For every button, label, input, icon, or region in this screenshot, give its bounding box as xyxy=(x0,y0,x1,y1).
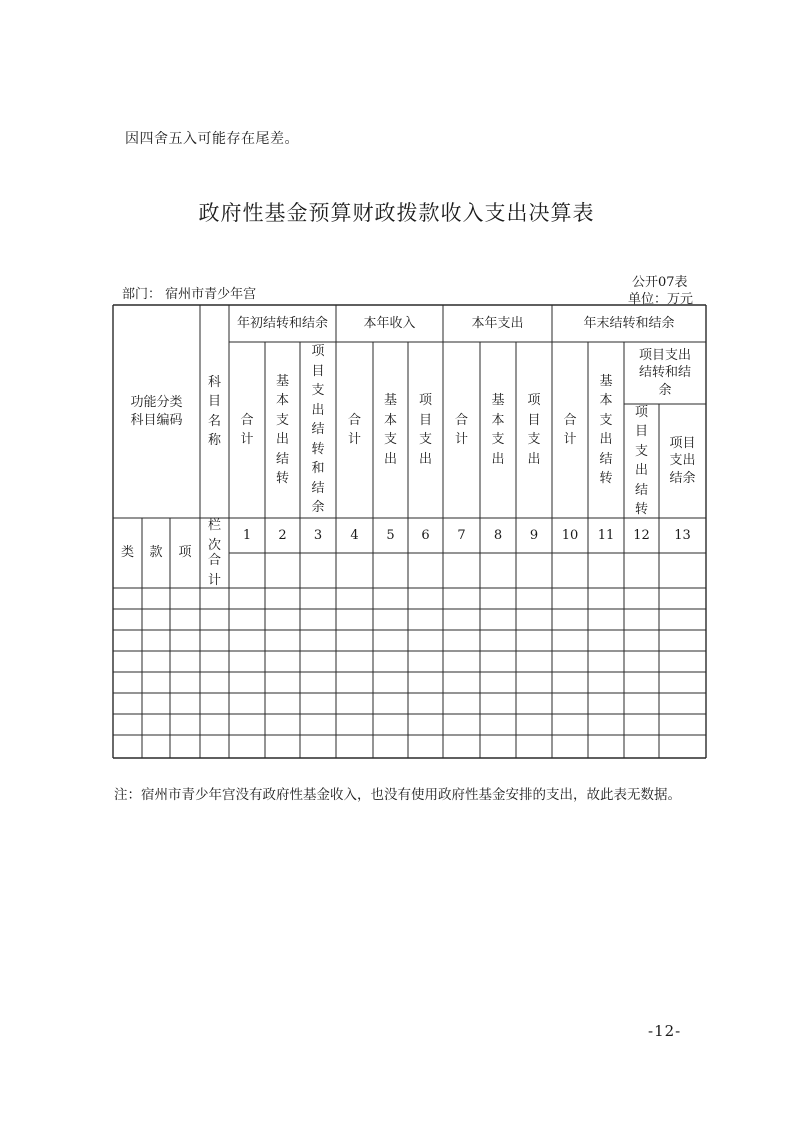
header-kuan: 款 xyxy=(149,545,163,561)
header-closing-project-group-text: 项目支出结转和结余 xyxy=(638,347,691,398)
header-closing-project-surplus xyxy=(659,404,706,518)
footnote: 注：宿州市青少年宫没有政府性基金收入，也没有使用政府性基金安排的支出，故此表无数据。 xyxy=(114,787,681,803)
unit-label: 单位：万元 xyxy=(628,292,694,307)
header-opening-project-carry-surplus-text: 项目支出结转和结余 xyxy=(311,344,325,516)
col-number-7: 7 xyxy=(457,527,466,543)
header-opening-project-carry-surplus xyxy=(300,342,336,518)
col-number-10: 10 xyxy=(561,527,579,543)
header-closing-basic-carry xyxy=(588,342,624,518)
header-opening-total-text: 合计 xyxy=(240,412,254,447)
header-closing-project-carry-text: 项目支出结转 xyxy=(634,404,648,517)
page-number: -12- xyxy=(648,1022,682,1040)
row-index-label-text: 栏次 xyxy=(207,518,221,553)
col-number-4: 4 xyxy=(350,527,359,543)
col-number-12: 12 xyxy=(633,527,650,543)
header-subject-name-text: 科目名称 xyxy=(207,374,221,448)
header-subject-name xyxy=(200,305,229,518)
col-number-9: 9 xyxy=(529,527,539,543)
header-xiang: 项 xyxy=(178,545,192,561)
row-index-label xyxy=(200,518,229,553)
col-number-5: 5 xyxy=(386,527,395,543)
header-closing-project-surplus-text: 项目支出结余 xyxy=(669,435,696,486)
header-closing-total-text: 合计 xyxy=(563,412,577,447)
form-code: 公开07表 xyxy=(632,275,688,290)
header-income-basic xyxy=(373,342,408,518)
header-income-basic-text: 基本支出 xyxy=(383,393,397,467)
header-lei: 类 xyxy=(120,545,134,561)
header-income-total xyxy=(336,342,373,518)
col-number-11: 11 xyxy=(597,527,615,543)
header-opening-total xyxy=(229,342,265,518)
header-expense-project xyxy=(516,342,552,518)
header-closing-balance: 年末结转和结余 xyxy=(583,315,675,331)
header-income-project-text: 项目支出 xyxy=(418,393,432,467)
header-expense-basic-text: 基本支出 xyxy=(491,393,505,467)
header-closing-basic-carry-text: 基本支出结转 xyxy=(599,373,613,486)
header-function-code-text: 功能分类科目编码 xyxy=(130,394,183,428)
header-expense-total xyxy=(443,342,480,518)
header-closing-project-carry xyxy=(624,404,659,518)
header-opening-balance: 年初结转和结余 xyxy=(236,315,328,331)
header-income-project xyxy=(408,342,443,518)
col-number-3: 3 xyxy=(313,527,323,543)
header-opening-basic-carry xyxy=(265,342,300,518)
rounding-note: 因四舍五入可能存在尾差。 xyxy=(125,131,299,147)
header-annual-income: 本年收入 xyxy=(363,315,416,331)
col-number-13: 13 xyxy=(674,527,691,543)
header-income-total-text: 合计 xyxy=(347,412,361,447)
col-number-6: 6 xyxy=(421,527,430,543)
header-expense-project-text: 项目支出 xyxy=(527,393,541,467)
col-number-1: 1 xyxy=(242,527,252,543)
header-closing-total xyxy=(552,342,588,518)
row-total-label-text: 合计 xyxy=(207,553,221,588)
page-title: 政府性基金预算财政拨款收入支出决算表 xyxy=(198,201,595,225)
header-annual-expense: 本年支出 xyxy=(471,315,524,331)
header-closing-project-group xyxy=(624,342,706,404)
col-number-2: 2 xyxy=(278,527,287,543)
col-number-8: 8 xyxy=(493,527,503,543)
department-label: 部门： 宿州市青少年宫 xyxy=(122,287,257,302)
header-expense-basic xyxy=(480,342,516,518)
header-expense-total-text: 合计 xyxy=(454,412,468,447)
header-function-code xyxy=(113,305,200,518)
header-opening-basic-carry-text: 基本支出结转 xyxy=(275,373,289,486)
row-total-label xyxy=(200,553,229,588)
